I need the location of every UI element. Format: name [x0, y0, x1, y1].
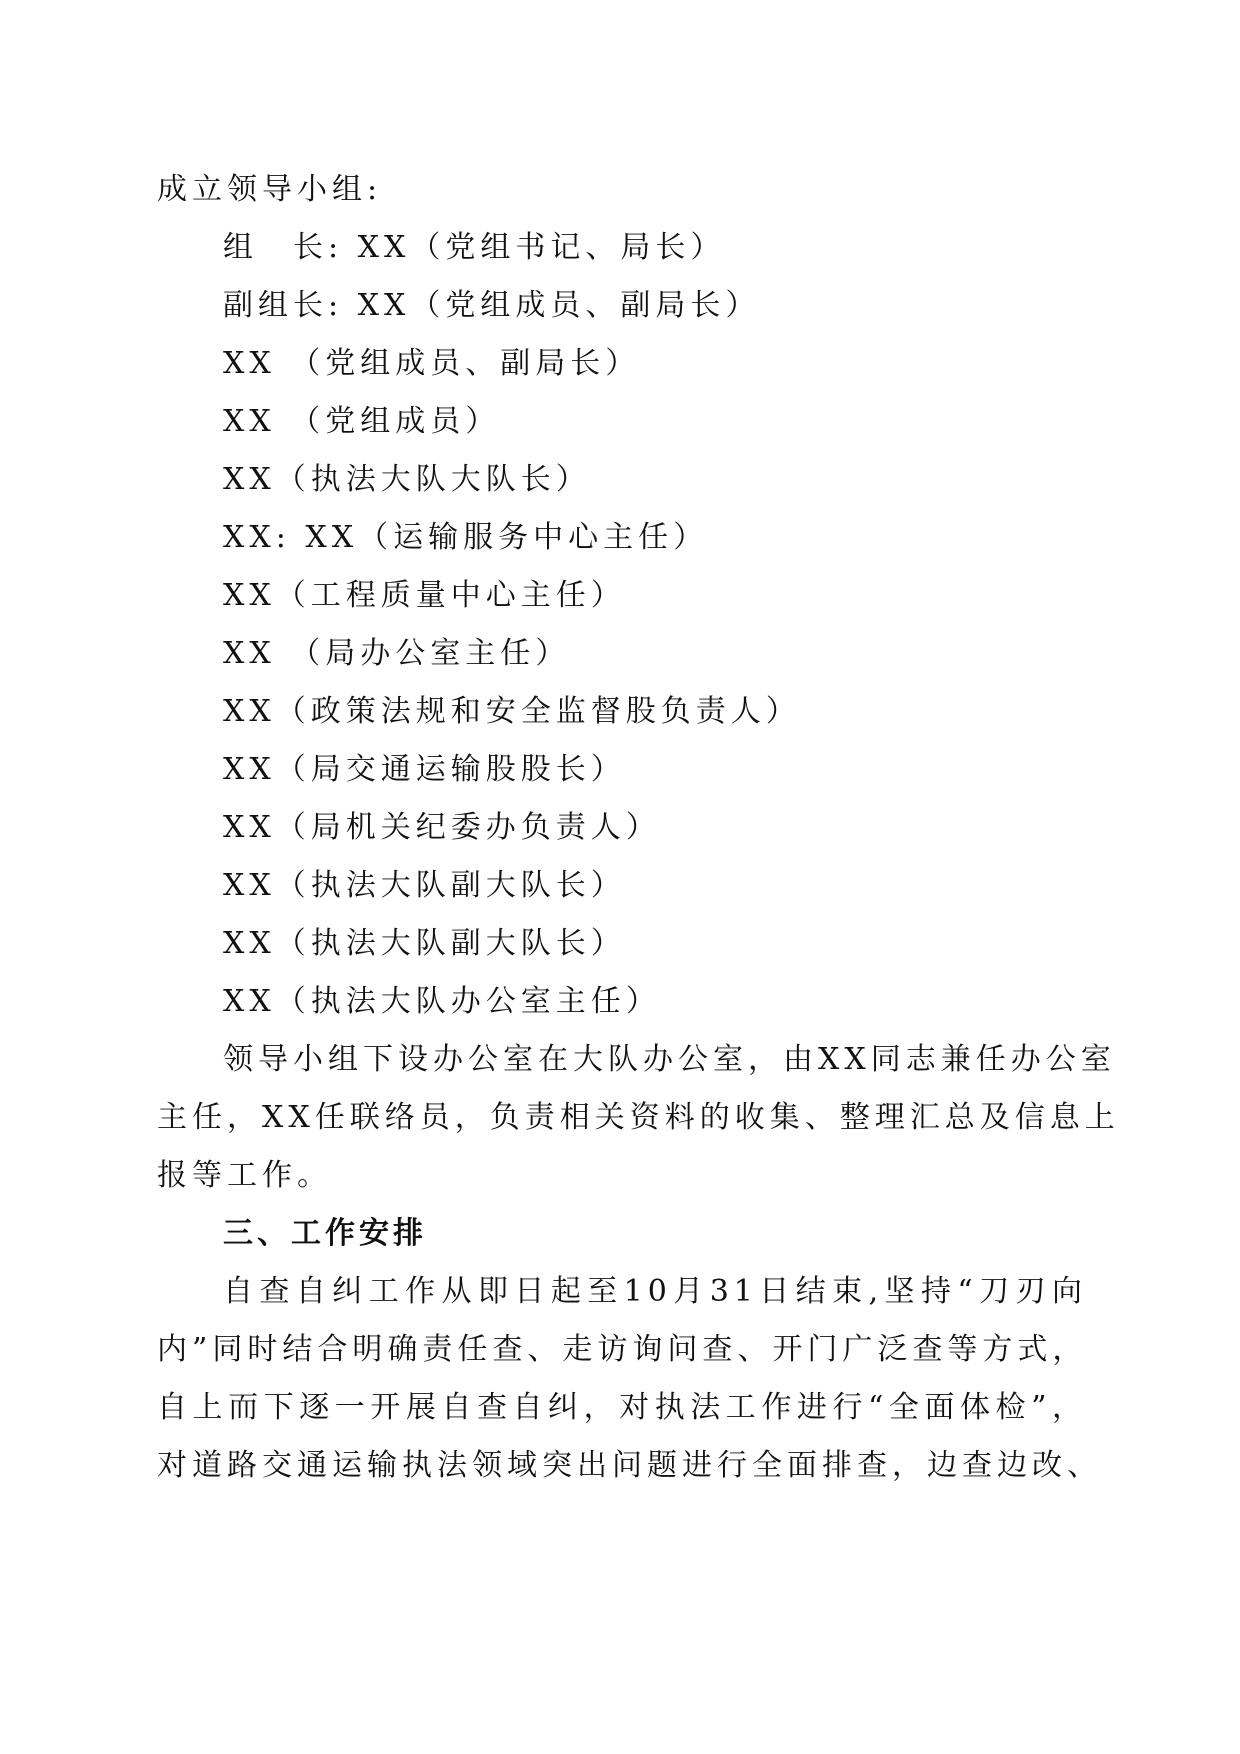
- member-line: XX（执法大队办公室主任）: [223, 984, 661, 1019]
- section-heading: 三、工作安排: [223, 1216, 427, 1251]
- member-line: XX（执法大队副大队长）: [223, 926, 626, 961]
- arrangement-paragraph-line: 自上而下逐一开展自查自纠，对执法工作进行“全面体检”，: [157, 1390, 1087, 1425]
- arrangement-paragraph-line: 自查自纠工作从即日起至10月31日结束,坚持“刀刃向: [223, 1274, 1087, 1309]
- arrangement-paragraph-line: 内”同时结合明确责任查、走访询问查、开门广泛查等方式，: [157, 1332, 1088, 1367]
- office-paragraph-line: 领导小组下设办公室在大队办公室，由XX同志兼任办公室: [223, 1042, 1116, 1077]
- arrangement-paragraph-line: 对道路交通运输执法领域突出问题进行全面排查，边查边改、: [157, 1448, 1102, 1483]
- member-line: XX: XX（运输服务中心主任）: [223, 520, 709, 555]
- office-paragraph-line: 主任，XX任联络员，负责相关资料的收集、整理汇总及信息上: [157, 1100, 1120, 1135]
- member-line: XX （党组成员、副局长）: [223, 346, 641, 381]
- member-line: XX（工程质量中心主任）: [223, 578, 626, 613]
- member-line: XX （党组成员）: [223, 404, 501, 439]
- member-line: XX（局交通运输股股长）: [223, 752, 626, 787]
- member-line: XX （局办公室主任）: [223, 636, 571, 671]
- office-paragraph-line: 报等工作。: [157, 1158, 332, 1193]
- deputy-leader-line: 副组长: XX（党组成员、副局长）: [223, 288, 761, 323]
- group-leader-line: 组 长: XX（党组书记、局长）: [223, 230, 726, 265]
- member-line: XX（局机关纪委办负责人）: [223, 810, 661, 845]
- leading-group-intro: 成立领导小组:: [157, 172, 383, 207]
- member-line: XX（执法大队副大队长）: [223, 868, 626, 903]
- member-line: XX（政策法规和安全监督股负责人）: [223, 694, 801, 729]
- member-line: XX（执法大队大队长）: [223, 462, 591, 497]
